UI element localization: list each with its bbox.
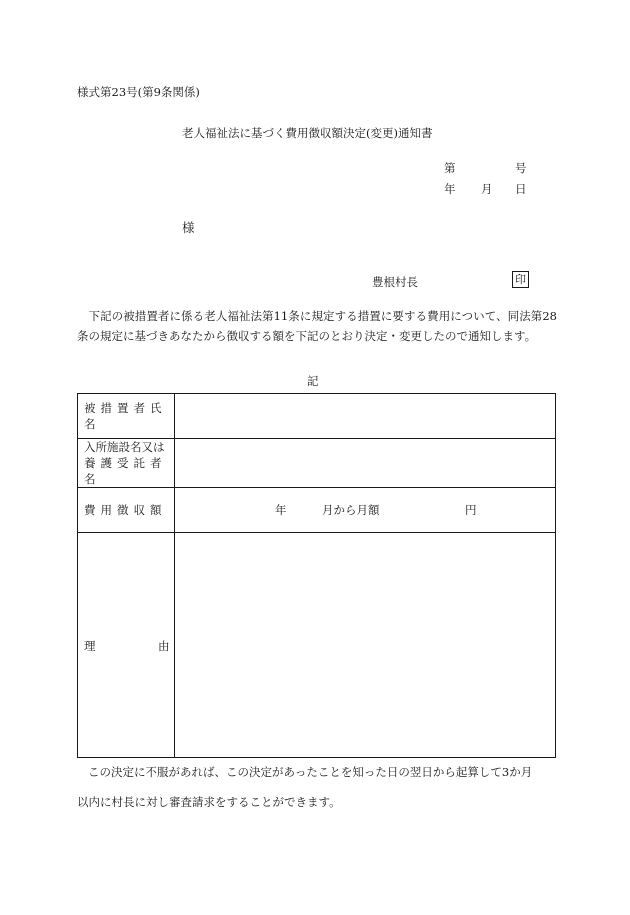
document-number-go: 号	[515, 161, 527, 175]
label-cell	[78, 488, 175, 533]
issuer-name: 豊根村長	[372, 275, 418, 289]
form-number: 様式第23号(第9条関係)	[77, 85, 200, 99]
table-row	[78, 439, 556, 488]
reason-label	[78, 533, 174, 757]
label-cell	[78, 394, 175, 439]
table-row	[78, 394, 556, 439]
label-cell	[78, 533, 175, 758]
facility-name-field[interactable]	[175, 439, 556, 488]
details-table	[77, 393, 556, 758]
ki-heading: 記	[307, 374, 319, 388]
fee-amount-field[interactable]	[175, 488, 556, 533]
subject-name-label: 被措置者氏名	[84, 401, 167, 431]
label-cell	[78, 439, 175, 488]
reason-field[interactable]	[175, 533, 556, 758]
fee-from-month-label: 月から月額	[322, 503, 380, 517]
facility-label-line1: 入所施設名又は	[84, 440, 165, 454]
footer-note-line1: この決定に不服があれば、この決定があったことを知った日の翌日から起算して3か月	[88, 765, 533, 779]
footer-note-line2: 以内に村長に対し審査請求をすることができます。	[77, 795, 341, 809]
document-number-dai: 第	[444, 161, 456, 175]
date-year-label: 年	[444, 182, 456, 196]
fee-amount-label: 費用徴収額	[84, 503, 167, 517]
reason-label-char2: 由	[158, 639, 170, 653]
facility-label-line2: 養護受託者名	[84, 456, 167, 486]
subject-name-field[interactable]	[175, 394, 556, 439]
fee-yen-label: 円	[465, 503, 477, 517]
document-title: 老人福祉法に基づく費用徴収額決定(変更)通知書	[182, 126, 433, 140]
fee-year-label: 年	[275, 503, 287, 517]
date-day-label: 日	[515, 182, 527, 196]
addressee-honorific: 様	[182, 220, 195, 235]
reason-label-char1: 理	[84, 639, 96, 653]
seal-stamp: 印	[512, 271, 529, 288]
table-row	[78, 533, 556, 758]
date-month-label: 月	[481, 182, 493, 196]
table-row	[78, 488, 556, 533]
body-paragraph: 下記の被措置者に係る老人福祉法第11条に規定する措置に要する費用について、同法第28条の規定に基づきあなたから徴収する額を下記のとおり決定・変更したので通知します。	[77, 309, 557, 343]
